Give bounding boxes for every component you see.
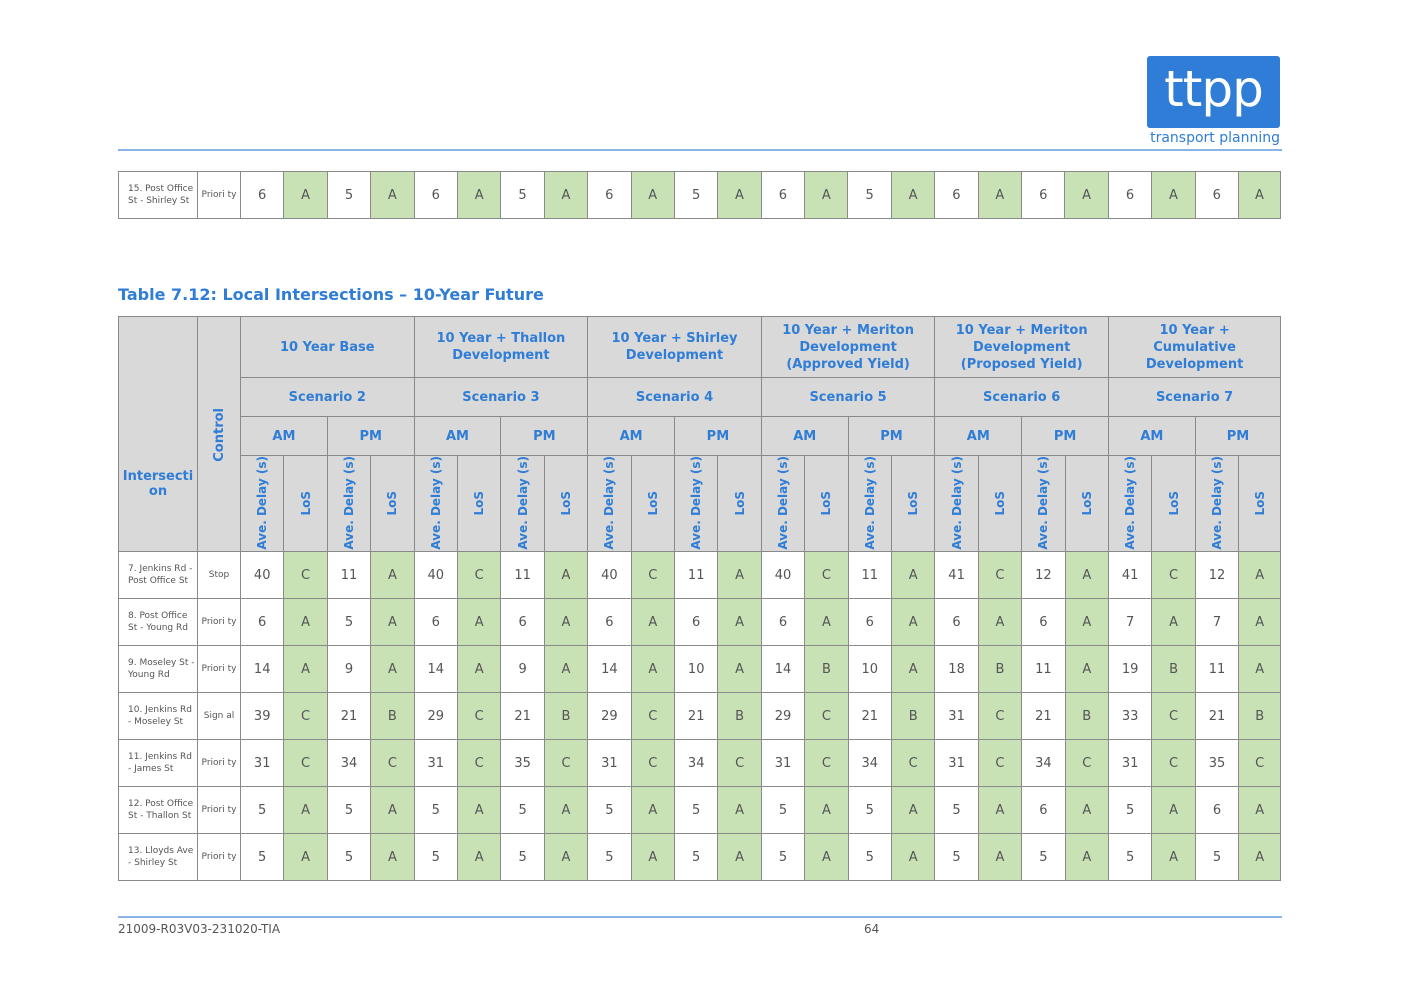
los-cell: A (1239, 834, 1281, 881)
los-cell: C (544, 740, 587, 787)
los-cell: A (891, 646, 934, 693)
los-cell: A (718, 552, 761, 599)
delay-header: Ave. Delay (s) (241, 456, 284, 552)
los-header: LoS (1239, 456, 1281, 552)
los-cell: C (805, 552, 848, 599)
los-cell: A (1238, 172, 1280, 219)
delay-cell: 5 (848, 787, 891, 834)
control-type: Priori ty (198, 834, 241, 881)
am-header: AM (761, 417, 848, 456)
delay-cell: 6 (848, 599, 891, 646)
los-cell: A (457, 172, 500, 219)
control-type: Priori ty (198, 646, 241, 693)
delay-cell: 40 (241, 552, 284, 599)
intersection-name: 12. Post Office St - Thallon St (119, 787, 198, 834)
los-cell: C (458, 740, 501, 787)
los-cell: A (544, 599, 587, 646)
los-cell: A (1239, 646, 1281, 693)
delay-cell: 33 (1108, 693, 1151, 740)
ttpp-logo: ttpp (1147, 56, 1280, 128)
delay-cell: 18 (935, 646, 978, 693)
table-row (119, 740, 1281, 787)
los-cell: B (805, 646, 848, 693)
los-cell: A (1065, 787, 1108, 834)
delay-header: Ave. Delay (s) (935, 456, 978, 552)
los-header: LoS (1065, 456, 1108, 552)
los-cell: C (891, 740, 934, 787)
los-cell: C (718, 740, 761, 787)
delay-header: Ave. Delay (s) (1195, 456, 1238, 552)
delay-cell: 21 (675, 693, 718, 740)
delay-cell: 6 (1195, 787, 1238, 834)
delay-cell: 19 (1108, 646, 1151, 693)
am-header: AM (1108, 417, 1195, 456)
delay-cell: 6 (588, 599, 631, 646)
delay-cell: 5 (501, 787, 544, 834)
los-cell: C (631, 740, 674, 787)
los-cell: A (284, 646, 327, 693)
los-cell: A (891, 172, 934, 219)
delay-cell: 31 (588, 740, 631, 787)
pm-header: PM (501, 417, 588, 456)
los-cell: C (978, 740, 1021, 787)
table-row (119, 646, 1281, 693)
los-cell: A (631, 646, 674, 693)
los-cell: A (284, 599, 327, 646)
los-header: LoS (891, 456, 934, 552)
los-cell: A (284, 787, 327, 834)
los-cell: B (544, 693, 587, 740)
los-cell: B (978, 646, 1021, 693)
los-cell: A (891, 834, 934, 881)
table-row (119, 693, 1281, 740)
los-cell: A (978, 787, 1021, 834)
los-cell: C (978, 693, 1021, 740)
delay-cell: 11 (327, 552, 370, 599)
los-cell: A (1152, 787, 1195, 834)
delay-cell: 6 (414, 599, 457, 646)
delay-cell: 6 (1022, 599, 1065, 646)
delay-cell: 6 (761, 172, 804, 219)
delay-cell: 5 (761, 834, 804, 881)
delay-cell: 10 (848, 646, 891, 693)
delay-cell: 35 (1195, 740, 1238, 787)
intersection-name: 10. Jenkins Rd - Moseley St (119, 693, 198, 740)
delay-cell: 12 (1195, 552, 1238, 599)
delay-cell: 6 (588, 172, 631, 219)
los-cell: A (1065, 172, 1108, 219)
delay-cell: 41 (1108, 552, 1151, 599)
control-type: Priori ty (198, 740, 241, 787)
delay-cell: 6 (761, 599, 804, 646)
delay-cell: 34 (675, 740, 718, 787)
los-cell: A (458, 599, 501, 646)
los-cell: A (805, 599, 848, 646)
delay-cell: 14 (588, 646, 631, 693)
scenario-title: 10 Year + Cumulative Development (1108, 317, 1280, 378)
los-cell: A (371, 599, 414, 646)
los-cell: A (371, 646, 414, 693)
delay-cell: 11 (1022, 646, 1065, 693)
delay-cell: 5 (848, 172, 891, 219)
delay-header: Ave. Delay (s) (1108, 456, 1151, 552)
los-cell: A (1152, 834, 1195, 881)
table-row (119, 172, 1281, 219)
los-cell: C (284, 693, 327, 740)
los-header: LoS (805, 456, 848, 552)
los-cell: A (718, 834, 761, 881)
control-type: Priori ty (198, 172, 241, 219)
delay-cell: 6 (675, 599, 718, 646)
los-cell: C (1152, 693, 1195, 740)
delay-cell: 5 (241, 787, 284, 834)
am-header: AM (588, 417, 675, 456)
intersection-name: 11. Jenkins Rd - James St (119, 740, 198, 787)
delay-cell: 31 (935, 693, 978, 740)
intersection-name: 7. Jenkins Rd - Post Office St (119, 552, 198, 599)
intersection-name: 13. Lloyds Ave - Shirley St (119, 834, 198, 881)
los-cell: A (718, 599, 761, 646)
los-header: LoS (1152, 456, 1195, 552)
delay-cell: 6 (1022, 787, 1065, 834)
delay-cell: 5 (935, 834, 978, 881)
delay-header: Ave. Delay (s) (675, 456, 718, 552)
los-cell: C (458, 693, 501, 740)
delay-cell: 34 (1022, 740, 1065, 787)
table-row (119, 599, 1281, 646)
los-cell: B (1239, 693, 1281, 740)
scenario-title: 10 Year + Meriton Development (Approved Yield) (761, 317, 935, 378)
delay-cell: 7 (1195, 599, 1238, 646)
continuation-table (118, 171, 1281, 219)
scenario-title: 10 Year + Thallon Development (414, 317, 588, 378)
delay-header: Ave. Delay (s) (761, 456, 804, 552)
intersections-table (118, 316, 1281, 881)
los-cell: A (1065, 646, 1108, 693)
pm-header: PM (1195, 417, 1280, 456)
delay-cell: 6 (935, 599, 978, 646)
los-cell: B (1065, 693, 1108, 740)
pm-header: PM (1022, 417, 1109, 456)
los-cell: A (631, 834, 674, 881)
los-cell: A (544, 172, 587, 219)
delay-cell: 34 (327, 740, 370, 787)
los-cell: A (1065, 834, 1108, 881)
delay-cell: 5 (1022, 834, 1065, 881)
los-cell: A (805, 834, 848, 881)
am-header: AM (414, 417, 501, 456)
pm-header: PM (848, 417, 935, 456)
delay-cell: 29 (414, 693, 457, 740)
delay-cell: 29 (588, 693, 631, 740)
delay-cell: 11 (501, 552, 544, 599)
delay-cell: 14 (414, 646, 457, 693)
los-header: LoS (631, 456, 674, 552)
delay-cell: 5 (414, 834, 457, 881)
los-cell: A (284, 834, 327, 881)
control-type: Sign al (198, 693, 241, 740)
control-type: Priori ty (198, 787, 241, 834)
delay-cell: 5 (327, 599, 370, 646)
scenario-label: Scenario 5 (761, 378, 935, 417)
los-cell: B (718, 693, 761, 740)
delay-cell: 9 (501, 646, 544, 693)
los-cell: A (458, 646, 501, 693)
am-header: AM (241, 417, 328, 456)
scenario-title: 10 Year + Shirley Development (588, 317, 762, 378)
los-cell: C (371, 740, 414, 787)
los-cell: C (978, 552, 1021, 599)
delay-cell: 29 (761, 693, 804, 740)
delay-cell: 6 (1022, 172, 1065, 219)
intersection-header: Intersecti on (119, 317, 198, 552)
control-header: Control (198, 317, 241, 552)
scenario-label: Scenario 3 (414, 378, 588, 417)
intersection-name: 9. Moseley St - Young Rd (119, 646, 198, 693)
page-number: 64 (864, 922, 880, 936)
delay-cell: 5 (848, 834, 891, 881)
delay-cell: 31 (761, 740, 804, 787)
delay-cell: 31 (1108, 740, 1151, 787)
delay-cell: 31 (935, 740, 978, 787)
los-cell: C (1239, 740, 1281, 787)
am-header: AM (935, 417, 1022, 456)
los-cell: A (1152, 172, 1195, 219)
delay-cell: 21 (1195, 693, 1238, 740)
delay-cell: 6 (414, 172, 457, 219)
los-cell: A (805, 172, 848, 219)
table-row (119, 787, 1281, 834)
los-header: LoS (371, 456, 414, 552)
scenario-label: Scenario 7 (1108, 378, 1280, 417)
los-header: LoS (458, 456, 501, 552)
los-cell: A (718, 787, 761, 834)
los-cell: B (1152, 646, 1195, 693)
los-cell: C (1065, 740, 1108, 787)
los-cell: A (1065, 599, 1108, 646)
delay-header: Ave. Delay (s) (501, 456, 544, 552)
delay-cell: 14 (241, 646, 284, 693)
delay-cell: 5 (588, 834, 631, 881)
delay-header: Ave. Delay (s) (327, 456, 370, 552)
los-cell: C (805, 740, 848, 787)
delay-cell: 6 (241, 599, 284, 646)
los-cell: C (1152, 740, 1195, 787)
delay-cell: 21 (1022, 693, 1065, 740)
delay-cell: 5 (414, 787, 457, 834)
delay-cell: 21 (848, 693, 891, 740)
delay-cell: 5 (675, 834, 718, 881)
delay-cell: 12 (1022, 552, 1065, 599)
los-cell: A (458, 834, 501, 881)
delay-cell: 34 (848, 740, 891, 787)
los-cell: A (1152, 599, 1195, 646)
delay-header: Ave. Delay (s) (1022, 456, 1065, 552)
los-cell: A (1239, 552, 1281, 599)
table-caption: Table 7.12: Local Intersections – 10-Year Future (118, 285, 544, 304)
document-reference: 21009-R03V03-231020-TIA (118, 922, 281, 936)
scenario-title: 10 Year + Meriton Development (Proposed Yield) (935, 317, 1109, 378)
los-cell: C (805, 693, 848, 740)
delay-cell: 5 (327, 172, 370, 219)
delay-cell: 5 (1108, 834, 1151, 881)
delay-cell: 5 (761, 787, 804, 834)
delay-cell: 6 (1195, 172, 1238, 219)
delay-cell: 7 (1108, 599, 1151, 646)
los-cell: A (891, 787, 934, 834)
los-cell: A (805, 787, 848, 834)
delay-header: Ave. Delay (s) (414, 456, 457, 552)
los-cell: C (284, 552, 327, 599)
scenario-title: 10 Year Base (241, 317, 415, 378)
los-cell: A (978, 834, 1021, 881)
pm-header: PM (327, 417, 414, 456)
los-cell: A (544, 552, 587, 599)
los-cell: A (458, 787, 501, 834)
los-cell: A (544, 834, 587, 881)
delay-header: Ave. Delay (s) (588, 456, 631, 552)
los-cell: A (1065, 552, 1108, 599)
los-cell: C (1152, 552, 1195, 599)
los-header: LoS (544, 456, 587, 552)
los-cell: C (631, 693, 674, 740)
delay-cell: 5 (674, 172, 717, 219)
delay-cell: 40 (761, 552, 804, 599)
los-cell: A (718, 646, 761, 693)
los-cell: C (284, 740, 327, 787)
delay-cell: 6 (935, 172, 978, 219)
delay-cell: 5 (327, 787, 370, 834)
delay-cell: 11 (675, 552, 718, 599)
delay-cell: 21 (501, 693, 544, 740)
table-row (119, 834, 1281, 881)
delay-cell: 11 (1195, 646, 1238, 693)
delay-cell: 5 (501, 172, 544, 219)
los-cell: A (371, 172, 414, 219)
delay-cell: 5 (1108, 787, 1151, 834)
los-cell: C (631, 552, 674, 599)
delay-cell: 5 (1195, 834, 1238, 881)
delay-cell: 6 (241, 172, 284, 219)
delay-cell: 21 (327, 693, 370, 740)
delay-cell: 5 (935, 787, 978, 834)
footer-rule (118, 916, 1282, 918)
los-header: LoS (284, 456, 327, 552)
los-cell: C (458, 552, 501, 599)
control-type: Priori ty (198, 599, 241, 646)
los-cell: A (891, 552, 934, 599)
los-cell: A (544, 646, 587, 693)
delay-cell: 31 (414, 740, 457, 787)
los-cell: A (631, 172, 674, 219)
delay-cell: 35 (501, 740, 544, 787)
los-cell: A (284, 172, 327, 219)
header-rule (118, 149, 1282, 151)
los-cell: A (371, 787, 414, 834)
delay-cell: 10 (675, 646, 718, 693)
los-cell: A (371, 834, 414, 881)
delay-cell: 5 (501, 834, 544, 881)
logo-tagline: transport planning (1150, 130, 1280, 146)
delay-cell: 41 (935, 552, 978, 599)
scenario-label: Scenario 4 (588, 378, 762, 417)
los-cell: A (631, 599, 674, 646)
delay-cell: 14 (761, 646, 804, 693)
control-type: Stop (198, 552, 241, 599)
delay-cell: 40 (414, 552, 457, 599)
los-cell: B (371, 693, 414, 740)
delay-cell: 6 (501, 599, 544, 646)
los-cell: A (1239, 787, 1281, 834)
los-cell: A (891, 599, 934, 646)
los-cell: B (891, 693, 934, 740)
delay-cell: 5 (588, 787, 631, 834)
delay-cell: 5 (675, 787, 718, 834)
delay-cell: 5 (241, 834, 284, 881)
intersection-name: 8. Post Office St - Young Rd (119, 599, 198, 646)
los-cell: A (371, 552, 414, 599)
pm-header: PM (675, 417, 762, 456)
los-cell: A (544, 787, 587, 834)
scenario-label: Scenario 6 (935, 378, 1109, 417)
los-cell: A (631, 787, 674, 834)
los-header: LoS (718, 456, 761, 552)
intersection-name: 15. Post Office St - Shirley St (119, 172, 198, 219)
delay-header: Ave. Delay (s) (848, 456, 891, 552)
delay-cell: 40 (588, 552, 631, 599)
table-row (119, 552, 1281, 599)
delay-cell: 9 (327, 646, 370, 693)
los-cell: A (1239, 599, 1281, 646)
los-cell: A (718, 172, 761, 219)
los-cell: A (978, 599, 1021, 646)
delay-cell: 5 (327, 834, 370, 881)
delay-cell: 6 (1108, 172, 1151, 219)
delay-cell: 11 (848, 552, 891, 599)
los-cell: A (978, 172, 1021, 219)
delay-cell: 31 (241, 740, 284, 787)
delay-cell: 39 (241, 693, 284, 740)
los-header: LoS (978, 456, 1021, 552)
scenario-label: Scenario 2 (241, 378, 415, 417)
